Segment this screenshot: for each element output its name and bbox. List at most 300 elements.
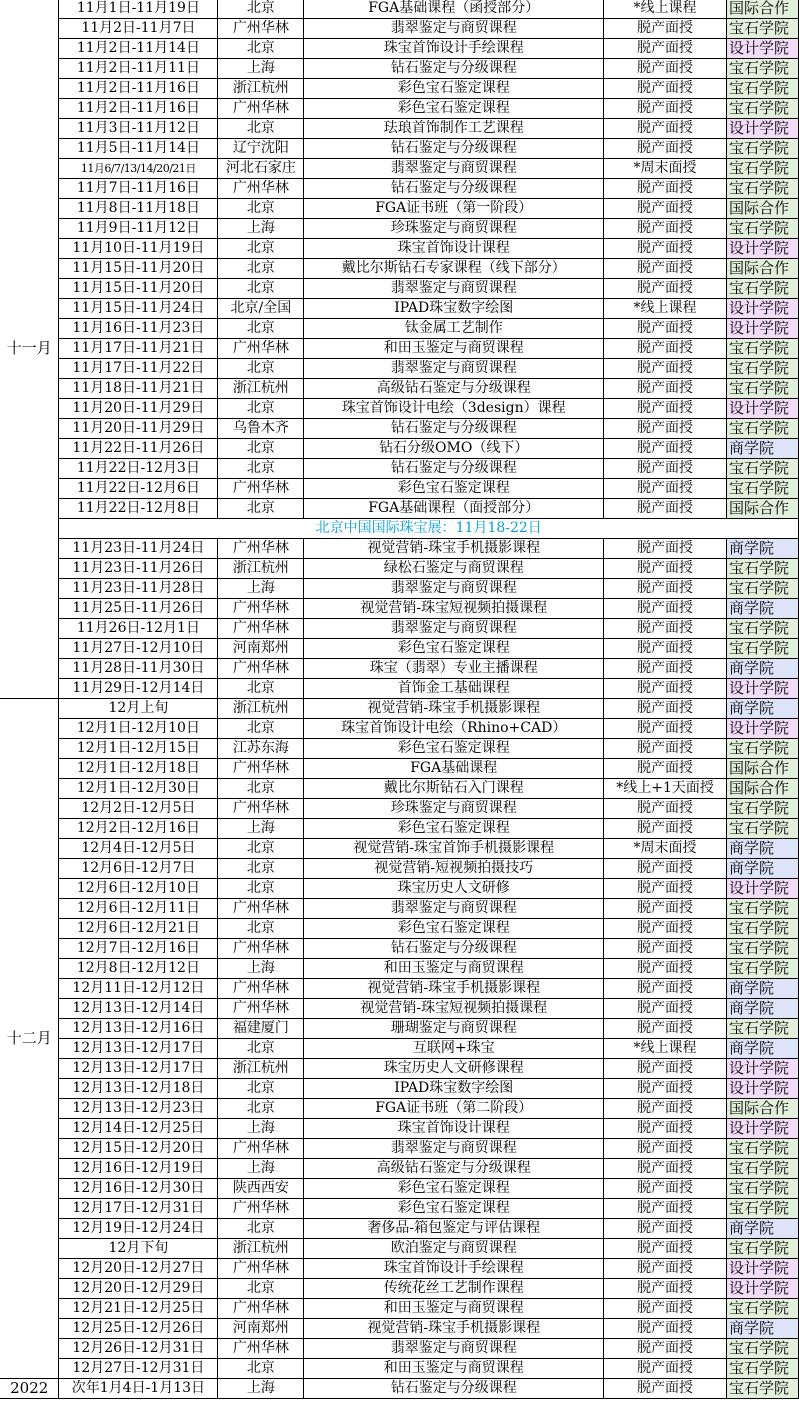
course-mode: 脱产面授 [604,179,727,199]
course-date: 12月7日-12月16日 [59,939,218,959]
course-department: 商学院 [727,659,799,679]
course-city: 广州华林 [218,19,304,39]
course-date: 11月28日-11月30日 [59,659,218,679]
course-city: 广州华林 [218,999,304,1019]
course-mode: *周末面授 [604,839,727,859]
course-date: 11月3日-11月12日 [59,119,218,139]
course-date: 12月15日-12月20日 [59,1139,218,1159]
course-name: 翡翠鉴定与商贸课程 [304,1339,604,1359]
course-mode: 脱产面授 [604,319,727,339]
course-department: 宝石学院 [727,1359,799,1379]
course-department: 商学院 [727,999,799,1019]
course-mode: 脱产面授 [604,419,727,439]
course-mode: 脱产面授 [604,279,727,299]
course-department: 宝石学院 [727,179,799,199]
course-mode: 脱产面授 [604,439,727,459]
course-department: 宝石学院 [727,139,799,159]
course-name: 欧泊鉴定与商贸课程 [304,1239,604,1259]
course-department: 宝石学院 [727,1199,799,1219]
course-date: 11月5日-11月14日 [59,139,218,159]
course-department: 国际合作 [727,1099,799,1119]
course-city: 广州华林 [218,899,304,919]
course-mode: 脱产面授 [604,1079,727,1099]
schedule-row [0,739,799,759]
course-mode: 脱产面授 [604,1299,727,1319]
course-department: 设计学院 [727,119,799,139]
course-mode: 脱产面授 [604,1219,727,1239]
schedule-row [0,199,799,219]
course-department: 宝石学院 [727,819,799,839]
course-date: 11月26日-12月1日 [59,619,218,639]
course-city: 上海 [218,1159,304,1179]
course-name: 翡翠鉴定与商贸课程 [304,899,604,919]
schedule-row [0,759,799,779]
schedule-row [0,179,799,199]
schedule-row [0,559,799,579]
course-date: 12月6日-12月11日 [59,899,218,919]
course-name: 高级钻石鉴定与分级课程 [304,379,604,399]
course-department: 国际合作 [727,199,799,219]
course-mode: 脱产面授 [604,1279,727,1299]
course-date: 11月17日-11月22日 [59,359,218,379]
course-date: 11月7日-11月16日 [59,179,218,199]
course-department: 商学院 [727,599,799,619]
course-mode: 脱产面授 [604,819,727,839]
course-name: 彩色宝石鉴定课程 [304,819,604,839]
course-mode: 脱产面授 [604,1259,727,1279]
course-city: 北京 [218,779,304,799]
course-name: 钻石鉴定与分级课程 [304,179,604,199]
course-city: 广州华林 [218,1299,304,1319]
course-city: 北京 [218,1079,304,1099]
course-date: 12月14日-12月25日 [59,1119,218,1139]
course-city: 广州华林 [218,599,304,619]
course-city: 北京 [218,1359,304,1379]
course-date: 12月17日-12月31日 [59,1199,218,1219]
course-department: 国际合作 [727,259,799,279]
course-date: 12月1日-12月30日 [59,779,218,799]
course-name: FGA证书班（第二阶段） [304,1099,604,1119]
course-mode: 脱产面授 [604,799,727,819]
course-name: 珠宝（翡翠）专业主播课程 [304,659,604,679]
course-department: 商学院 [727,439,799,459]
course-name: 彩色宝石鉴定课程 [304,99,604,119]
course-city: 浙江杭州 [218,1239,304,1259]
course-department: 商学院 [727,839,799,859]
schedule-row [0,379,799,399]
course-date: 12月8日-12月12日 [59,959,218,979]
course-date: 12月1日-12月10日 [59,719,218,739]
schedule-row [0,1219,799,1239]
course-name: 戴比尔斯钻石专家课程（线下部分） [304,259,604,279]
course-city: 广州华林 [218,1339,304,1359]
course-department: 设计学院 [727,319,799,339]
schedule-row [0,619,799,639]
course-department: 宝石学院 [727,959,799,979]
course-name: FGA基础课程（函授部分） [304,0,604,19]
course-name: 视觉营销-珠宝短视频拍摄课程 [304,599,604,619]
course-name: 翡翠鉴定与商贸课程 [304,359,604,379]
course-city: 广州华林 [218,659,304,679]
schedule-row [0,439,799,459]
course-department: 宝石学院 [727,479,799,499]
course-city: 广州华林 [218,479,304,499]
course-date: 12月16日-12月30日 [59,1179,218,1199]
course-date: 11月6/7/13/14/20/21日 [59,159,218,179]
course-mode: 脱产面授 [604,559,727,579]
course-mode: 脱产面授 [604,599,727,619]
course-city: 浙江杭州 [218,559,304,579]
course-mode: 脱产面授 [604,919,727,939]
course-date: 11月15日-11月20日 [59,279,218,299]
month-label: 十二月 [0,699,59,1379]
course-mode: 脱产面授 [604,1159,727,1179]
course-name: FGA基础课程 [304,759,604,779]
course-date: 12月13日-12月16日 [59,1019,218,1039]
course-department: 设计学院 [727,239,799,259]
course-city: 北京 [218,319,304,339]
course-department: 商学院 [727,1039,799,1059]
course-city: 北京 [218,359,304,379]
course-city: 上海 [218,959,304,979]
course-city: 北京 [218,719,304,739]
course-name: 彩色宝石鉴定课程 [304,1179,604,1199]
schedule-row [0,659,799,679]
course-date: 12月27日-12月31日 [59,1359,218,1379]
schedule-row [0,1119,799,1139]
course-mode: 脱产面授 [604,1239,727,1259]
course-name: 奢侈品-箱包鉴定与评估课程 [304,1219,604,1239]
course-department: 宝石学院 [727,799,799,819]
course-department: 设计学院 [727,879,799,899]
course-city: 上海 [218,59,304,79]
schedule-row [0,779,799,799]
course-department: 宝石学院 [727,1159,799,1179]
course-city: 广州华林 [218,339,304,359]
course-city: 北京/全国 [218,299,304,319]
schedule-row [0,499,799,519]
course-department: 国际合作 [727,759,799,779]
course-mode: 脱产面授 [604,999,727,1019]
course-date: 11月8日-11月18日 [59,199,218,219]
schedule-row [0,639,799,659]
course-department: 商学院 [727,979,799,999]
course-city: 河南郑州 [218,639,304,659]
course-city: 北京 [218,119,304,139]
course-mode: 脱产面授 [604,239,727,259]
course-name: 珠宝首饰设计手绘课程 [304,39,604,59]
course-date: 12月19日-12月24日 [59,1219,218,1239]
course-department: 宝石学院 [727,1339,799,1359]
course-mode: 脱产面授 [604,979,727,999]
course-city: 广州华林 [218,939,304,959]
course-mode: 脱产面授 [604,399,727,419]
course-city: 北京 [218,859,304,879]
course-city: 浙江杭州 [218,379,304,399]
month-label: 2022 [0,1379,59,1399]
schedule-row [0,1199,799,1219]
schedule-row [0,0,799,19]
course-city: 上海 [218,819,304,839]
schedule-row [0,119,799,139]
course-mode: 脱产面授 [604,619,727,639]
course-department: 商学院 [727,539,799,559]
course-date: 12月2日-12月16日 [59,819,218,839]
course-department: 设计学院 [727,299,799,319]
course-city: 浙江杭州 [218,79,304,99]
course-mode: 脱产面授 [604,99,727,119]
course-date: 12月11日-12月12日 [59,979,218,999]
course-city: 上海 [218,579,304,599]
course-mode: 脱产面授 [604,1139,727,1159]
course-mode: 脱产面授 [604,339,727,359]
course-city: 河南郑州 [218,1319,304,1339]
course-department: 宝石学院 [727,19,799,39]
course-city: 北京 [218,499,304,519]
course-city: 广州华林 [218,1259,304,1279]
course-date: 11月2日-11月16日 [59,99,218,119]
course-mode: 脱产面授 [604,659,727,679]
exhibition-banner: 北京中国国际珠宝展：11月18-22日 [59,519,799,539]
course-name: 珍珠鉴定与商贸课程 [304,799,604,819]
course-name: 珠宝首饰设计电绘（3design）课程 [304,399,604,419]
schedule-row [0,1099,799,1119]
course-date: 12月13日-12月18日 [59,1079,218,1099]
course-city: 北京 [218,399,304,419]
course-name: 翡翠鉴定与商贸课程 [304,619,604,639]
course-name: 钻石鉴定与分级课程 [304,59,604,79]
course-department: 宝石学院 [727,559,799,579]
course-department: 宝石学院 [727,1139,799,1159]
schedule-row [0,819,799,839]
course-date: 11月20日-11月29日 [59,419,218,439]
course-department: 设计学院 [727,1059,799,1079]
schedule-row [0,339,799,359]
schedule-row [0,239,799,259]
course-name: 珠宝首饰设计电绘（Rhino+CAD） [304,719,604,739]
course-department: 国际合作 [727,0,799,19]
course-city: 北京 [218,1279,304,1299]
course-city: 广州华林 [218,539,304,559]
course-mode: 脱产面授 [604,219,727,239]
course-date: 11月23日-11月26日 [59,559,218,579]
course-mode: 脱产面授 [604,739,727,759]
course-name: 珠宝首饰设计手绘课程 [304,1259,604,1279]
course-name: 视觉营销-珠宝首饰手机摄影课程 [304,839,604,859]
course-name: 彩色宝石鉴定课程 [304,739,604,759]
course-date: 12月6日-12月10日 [59,879,218,899]
course-city: 北京 [218,839,304,859]
course-mode: 脱产面授 [604,1319,727,1339]
course-name: 绿松石鉴定与商贸课程 [304,559,604,579]
course-date: 11月16日-11月23日 [59,319,218,339]
course-mode: 脱产面授 [604,119,727,139]
course-name: 钻石分级OMO（线下） [304,439,604,459]
course-date: 11月1日-11月19日 [59,0,218,19]
schedule-row [0,299,799,319]
course-name: 彩色宝石鉴定课程 [304,79,604,99]
course-name: FGA基础课程（面授部分） [304,499,604,519]
course-department: 宝石学院 [727,919,799,939]
course-name: FGA证书班（第一阶段） [304,199,604,219]
course-mode: 脱产面授 [604,379,727,399]
course-date: 12月4日-12月5日 [59,839,218,859]
course-date: 11月15日-11月24日 [59,299,218,319]
course-name: 和田玉鉴定与商贸课程 [304,1299,604,1319]
course-city: 广州华林 [218,619,304,639]
course-date: 11月2日-11月16日 [59,79,218,99]
course-city: 上海 [218,219,304,239]
schedule-row [0,59,799,79]
course-name: 珠宝历史人文研修课程 [304,1059,604,1079]
course-name: 视觉营销-珠宝手机摄影课程 [304,539,604,559]
course-date: 11月23日-11月28日 [59,579,218,599]
course-city: 北京 [218,199,304,219]
course-date: 12月21日-12月25日 [59,1299,218,1319]
course-name: 珊瑚鉴定与商贸课程 [304,1019,604,1039]
course-city: 广州华林 [218,799,304,819]
schedule-row [0,999,799,1019]
course-city: 广州华林 [218,1139,304,1159]
course-date: 11月2日-11月14日 [59,39,218,59]
course-date: 12月16日-12月19日 [59,1159,218,1179]
course-department: 宝石学院 [727,159,799,179]
course-name: 视觉营销-珠宝手机摄影课程 [304,979,604,999]
schedule-row [0,799,799,819]
schedule-row [0,599,799,619]
schedule-row [0,79,799,99]
course-city: 北京 [218,919,304,939]
course-city: 福建厦门 [218,1019,304,1039]
course-mode: 脱产面授 [604,699,727,719]
course-department: 宝石学院 [727,419,799,439]
course-date: 11月29日-12月14日 [59,679,218,699]
course-city: 北京 [218,1219,304,1239]
course-mode: 脱产面授 [604,719,727,739]
course-mode: 脱产面授 [604,1379,727,1399]
course-city: 广州华林 [218,179,304,199]
course-department: 宝石学院 [727,639,799,659]
course-mode: 脱产面授 [604,679,727,699]
course-name: 视觉营销-珠宝短视频拍摄课程 [304,999,604,1019]
course-name: 翡翠鉴定与商贸课程 [304,159,604,179]
course-date: 11月22日-12月6日 [59,479,218,499]
course-city: 上海 [218,1119,304,1139]
course-date: 11月18日-11月21日 [59,379,218,399]
course-city: 北京 [218,1099,304,1119]
course-name: 和田玉鉴定与商贸课程 [304,339,604,359]
course-department: 宝石学院 [727,219,799,239]
schedule-row [0,719,799,739]
course-date: 12月20日-12月29日 [59,1279,218,1299]
course-date: 12月26日-12月31日 [59,1339,218,1359]
course-date: 11月17日-11月21日 [59,339,218,359]
course-department: 宝石学院 [727,899,799,919]
course-department: 宝石学院 [727,739,799,759]
schedule-row [0,1019,799,1039]
schedule-row [0,259,799,279]
course-mode: 脱产面授 [604,639,727,659]
course-department: 国际合作 [727,779,799,799]
course-date: 11月23日-11月24日 [59,539,218,559]
course-department: 设计学院 [727,1279,799,1299]
course-department: 商学院 [727,1219,799,1239]
schedule-row [0,1239,799,1259]
schedule-row [0,699,799,719]
course-date: 11月20日-11月29日 [59,399,218,419]
course-name: 视觉营销-短视频拍摄技巧 [304,859,604,879]
schedule-row [0,39,799,59]
course-city: 北京 [218,239,304,259]
course-department: 宝石学院 [727,99,799,119]
course-department: 宝石学院 [727,459,799,479]
course-date: 12月6日-12月21日 [59,919,218,939]
course-date: 12月1日-12月15日 [59,739,218,759]
course-mode: 脱产面授 [604,79,727,99]
course-date: 12月2日-12月5日 [59,799,218,819]
course-name: 视觉营销-珠宝手机摄影课程 [304,1319,604,1339]
course-city: 北京 [218,459,304,479]
course-department: 宝石学院 [727,379,799,399]
course-mode: 脱产面授 [604,859,727,879]
course-date: 12月上旬 [59,699,218,719]
schedule-row [0,479,799,499]
course-department: 商学院 [727,859,799,879]
course-name: 戴比尔斯钻石入门课程 [304,779,604,799]
course-city: 北京 [218,279,304,299]
course-department: 宝石学院 [727,579,799,599]
schedule-row [0,679,799,699]
course-mode: 脱产面授 [604,959,727,979]
course-date: 11月27日-12月10日 [59,639,218,659]
course-name: 彩色宝石鉴定课程 [304,919,604,939]
course-mode: 脱产面授 [604,1019,727,1039]
course-date: 12月13日-12月14日 [59,999,218,1019]
month-label: 十一月 [0,0,59,699]
course-date: 12月1日-12月18日 [59,759,218,779]
course-date: 12月13日-12月17日 [59,1039,218,1059]
course-name: 珍珠鉴定与商贸课程 [304,219,604,239]
schedule-row [0,1299,799,1319]
schedule-row [0,1339,799,1359]
course-department: 宝石学院 [727,619,799,639]
course-mode: 脱产面授 [604,479,727,499]
course-name: 和田玉鉴定与商贸课程 [304,1359,604,1379]
course-date: 12月6日-12月7日 [59,859,218,879]
course-date: 11月22日-12月3日 [59,459,218,479]
schedule-row [0,879,799,899]
course-city: 北京 [218,679,304,699]
course-department: 宝石学院 [727,1179,799,1199]
course-date: 11月2日-11月7日 [59,19,218,39]
course-name: 和田玉鉴定与商贸课程 [304,959,604,979]
course-mode: 脱产面授 [604,459,727,479]
course-mode: *周末面授 [604,159,727,179]
course-department: 宝石学院 [727,59,799,79]
schedule-row [0,219,799,239]
course-mode: 脱产面授 [604,899,727,919]
course-date: 11月10日-11月19日 [59,239,218,259]
course-city: 广州华林 [218,1199,304,1219]
course-mode: *线上+1天面授 [604,779,727,799]
course-mode: 脱产面授 [604,1059,727,1079]
course-date: 12月13日-12月17日 [59,1059,218,1079]
course-city: 广州华林 [218,99,304,119]
course-department: 宝石学院 [727,1299,799,1319]
course-city: 北京 [218,259,304,279]
schedule-row [0,99,799,119]
course-name: 视觉营销-珠宝手机摄影课程 [304,699,604,719]
